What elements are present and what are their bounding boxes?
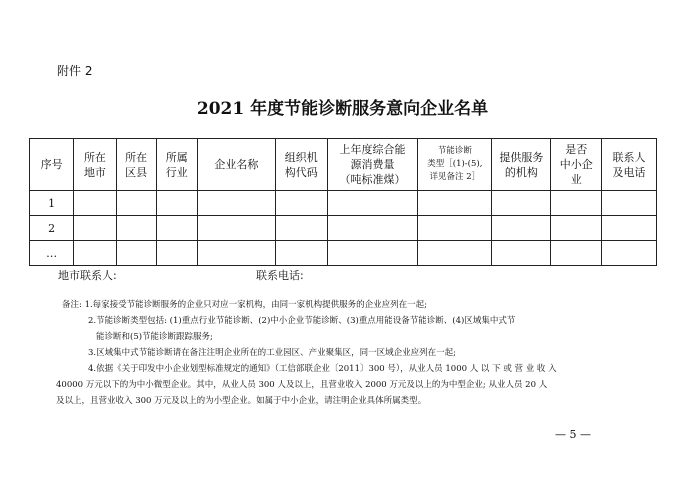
table-cell: [492, 216, 551, 241]
table-header-row: [30, 139, 657, 191]
page-number: — 5 —: [555, 428, 591, 441]
document-title: 2021 年度节能诊断服务意向企业名单: [196, 99, 489, 119]
remark-line: 能诊断和(5)节能诊断跟踪服务;: [96, 332, 213, 342]
table-cell: [551, 241, 602, 266]
table-cell: [74, 216, 116, 241]
table-cell: [418, 216, 492, 241]
table-cell: [602, 216, 657, 241]
header-cell-industry: 所属 行业: [156, 139, 197, 191]
table-cell: [156, 241, 197, 266]
table-cell: …: [30, 241, 74, 266]
table-cell: [327, 191, 418, 216]
table-cell: [74, 241, 116, 266]
table-cell: [275, 241, 327, 266]
header-cell-index: 序号: [30, 139, 74, 191]
table-cell: [197, 191, 275, 216]
attachment-label: 附件 2: [57, 64, 93, 78]
remark-line: 40000 万元以下的为中小微型企业。其中，从业人员 300 人及以上，且营业收入 2000 万元及以上的为中型企业; 从业人员 20 人: [56, 380, 548, 390]
table-cell: [275, 191, 327, 216]
header-cell-company-name: 企业名称: [197, 139, 275, 191]
header-cell-org-code: 组织机 构代码: [275, 139, 327, 191]
header-cell-energy-consumption: 上年度综合能 源消费量 （吨标准煤）: [327, 139, 418, 191]
table-cell: [74, 191, 116, 216]
header-cell-sme: 是否 中小企 业: [551, 139, 602, 191]
table-cell: [197, 241, 275, 266]
header-cell-diagnosis-type: 节能诊断 类型［(1)-(5), 详见备注 2］: [418, 139, 492, 191]
table-cell: [418, 241, 492, 266]
table-cell: [602, 191, 657, 216]
table-cell: [418, 191, 492, 216]
table-cell: [492, 241, 551, 266]
city-contact-label: 地市联系人:: [58, 269, 117, 282]
table-cell: [275, 216, 327, 241]
table-cell: [156, 191, 197, 216]
remark-line: 及以上，且营业收入 300 万元及以上的为小型企业。如属于中小企业，请注明企业具体所属类型。: [56, 396, 427, 406]
table-cell: [327, 216, 418, 241]
table-cell: [551, 191, 602, 216]
header-cell-district: 所在 区县: [116, 139, 156, 191]
table-cell: [116, 191, 156, 216]
table-cell: [116, 241, 156, 266]
table-cell: [551, 216, 602, 241]
table-cell: [197, 216, 275, 241]
table-cell: [492, 191, 551, 216]
remark-line: 2.节能诊断类型包括: (1)重点行业节能诊断、(2)中小企业节能诊断、(3)重点用能设备节能诊断、(4)区域集中式节: [88, 316, 516, 326]
table-row: [30, 216, 657, 241]
remarks: [56, 297, 622, 409]
remark-line: 备注: 1.每家接受节能诊断服务的企业只对应一家机构，由同一家机构提供服务的企业应列在一起;: [62, 300, 428, 310]
remark-line: 4.依据《关于印发中小企业划型标准规定的通知》（工信部联企业〔2011〕300 号），从业人员 1000 人 以 下 或 营 业 收 入: [88, 364, 557, 374]
remark-line: 3.区域集中式节能诊断请在备注注明企业所在的工业园区、产业聚集区，同一区域企业应列在一起;: [88, 348, 456, 358]
table-row: [30, 241, 657, 266]
phone-label: 联系电话:: [256, 269, 304, 282]
table-cell: [116, 216, 156, 241]
table-cell: 2: [30, 216, 74, 241]
table-cell: [602, 241, 657, 266]
header-cell-city: 所在 地市: [74, 139, 116, 191]
enterprise-list-table: [29, 138, 657, 266]
table-cell: [156, 216, 197, 241]
table-cell: 1: [30, 191, 74, 216]
header-cell-contact: 联系人 及电话: [602, 139, 657, 191]
table-row: [30, 191, 657, 216]
header-cell-service-provider: 提供服务 的机构: [492, 139, 551, 191]
table-cell: [327, 241, 418, 266]
